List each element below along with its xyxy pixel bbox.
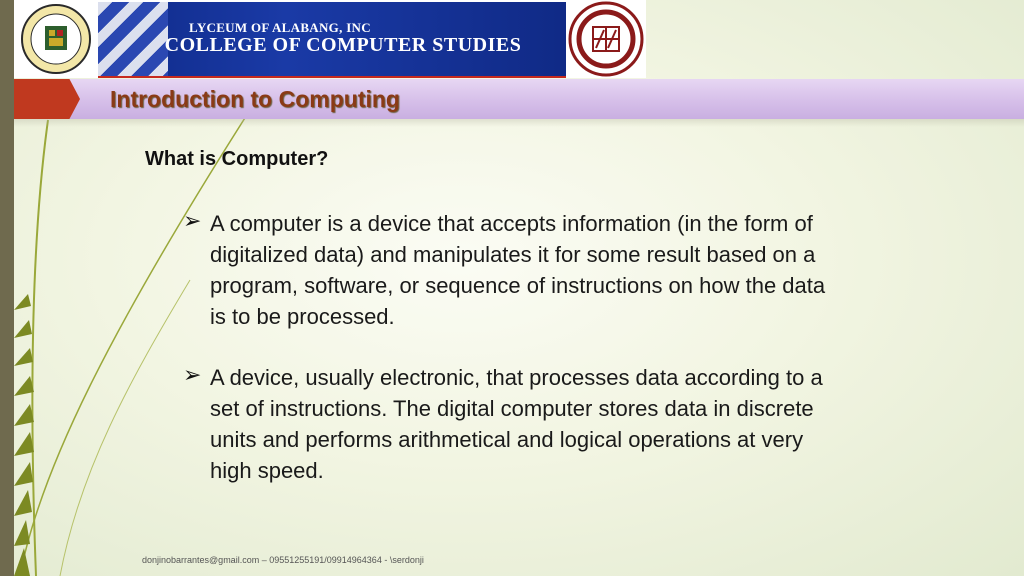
slide-title: Introduction to Computing [110,86,400,112]
arrow-bullet-icon: ➢ [183,362,202,387]
bullet-text: A device, usually electronic, that processes data according to a set of instructions. The digital computer stores data in discrete units and performs arithmetical and logical operations at very high speed. [210,365,823,483]
footer-contact: donjinobarrantes@gmail.com – 09551255191/09914964364 - \serdonji [142,555,424,565]
school-name: LYCEUM OF ALABANG, INC [189,20,371,35]
department-seal-logo [566,0,646,78]
department-name: COLLEGE OF COMPUTER STUDIES [164,34,522,56]
bullet-text: A computer is a device that accepts information (in the form of digitalized data) and manipulates it for some result based on a program, software, or sequence of instructions on how the data is to be processed. [210,211,826,329]
arrow-bullet-icon: ➢ [183,208,202,233]
title-bar-shadow [14,119,1024,127]
title-arrow-accent [14,79,80,119]
school-seal-logo [15,2,97,76]
section-heading: What is Computer? [145,148,329,170]
